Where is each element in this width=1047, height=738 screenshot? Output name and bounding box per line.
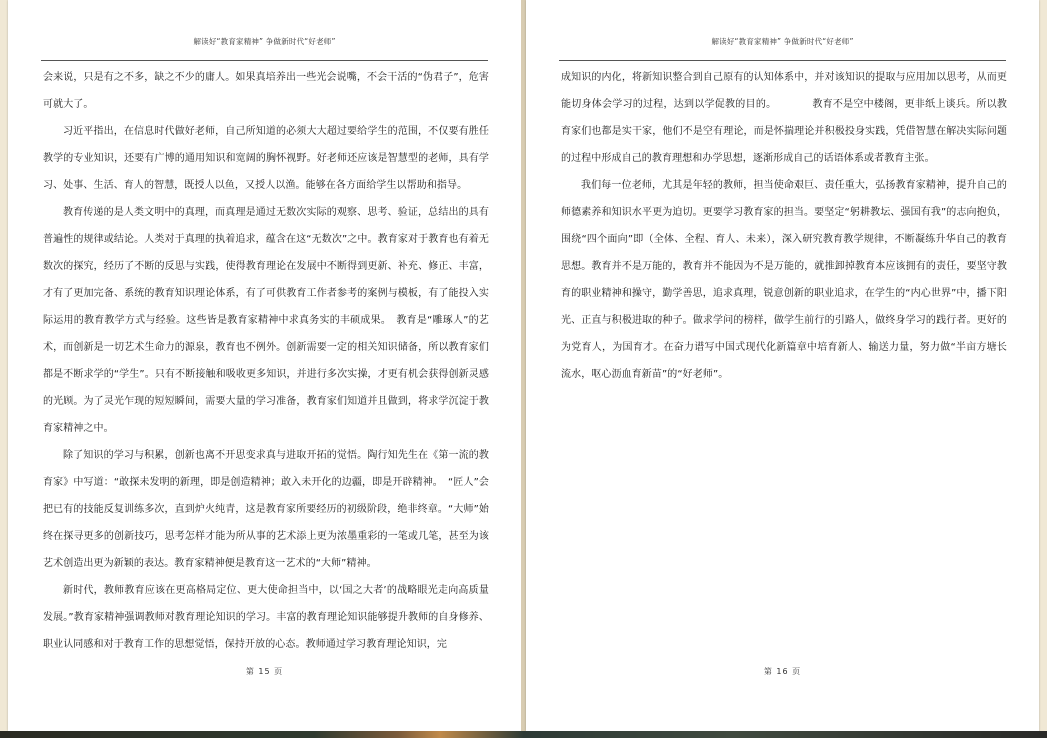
paragraph: 教育传递的是人类文明中的真理，而真理是通过无数次实际的观察、思考、验证，总结出的具有普遍性的规律或结论。人类对于真理的执着追求，蕴含在这“无数次”之中。教育家对于教育也有着无数次的探究，经历了不断的反思与实践，使得教育理论在发展中不断得到更新、补充、修正、丰富，才有了更加完备、系统的教育知识理论体系，有了可供教育工作者参考的案例与模板，有了能投入实际运用的教育教学方式与经验。这些皆是教育家精神中求真务实的丰硕成果。 教育是“雕琢人”的艺术，而创新是一切艺术生命力的源泉，教育也不例外。创新需要一定的相关知识储备，所以教育家们都是不断求学的“学生”。只有不断接触和吸收更多知识，并进行多次实操，才更有机会获得创新灵感的光顾。为了灵光乍现的短短瞬间，需要大量的学习准备，教育家们知道并且做到，将求学沉淀于教育家精神之中。 xyxy=(43,207,489,434)
document-page xyxy=(8,0,521,731)
page-number: 第 16 页 xyxy=(763,667,802,676)
paragraph: 我们每一位老师，尤其是年轻的教师，担当使命艰巨、责任重大，弘扬教育家精神，提升自己的师德素养和知识水平更为迫切。更要学习教育家的担当。要坚定“躬耕教坛、强国有我”的志向抱负，围绕“四个面向”即（全体、全程、育人、未来），深入研究教育教学规律，不断凝练升华自己的教育思想。教育并不是万能的，教育并不能因为不是万能的，就推卸掉教育本应该拥有的责任，要坚守教育的职业精神和操守，勤学善思，追求真理，锐意创新的职业追求，在学生的“内心世界”中，播下阳光、正直与积极进取的种子。做求学问的榜样，做学生前行的引路人，做终身学习的践行者。更好的为党育人，为国育才。在奋力谱写中国式现代化新篇章中培育新人、输送力量，努力做“半亩方塘长流水，呕心沥血育新苗”的“好老师”。 xyxy=(561,180,1007,380)
paragraph: 除了知识的学习与积累，创新也离不开思变求真与进取开拓的觉悟。陶行知先生在《第一流的教育家》中写道：“敢探未发明的新理，即是创造精神；敢入未开化的边疆，即是开辟精神。 “匠人”会把已有的技能反复训练多次，直到炉火纯青，这是教育家所要经历的初级阶段，绝非终章。“大师”始终在探寻更多的创新技巧，思考怎样才能为所从事的艺术添上更为浓墨重彩的一笔或几笔，甚至为该艺术创造出更为新颖的表达。教育家精神便是教育这一艺术的“大师”精神。 xyxy=(43,450,489,569)
header-rule xyxy=(559,60,1006,61)
document-page xyxy=(526,0,1039,731)
page-number: 第 15 页 xyxy=(245,667,284,676)
paragraph: 习近平指出，在信息时代做好老师，自己所知道的必须大大超过要给学生的范围，不仅要有胜任教学的专业知识，还要有广博的通用知识和宽阔的胸怀视野。好老师还应该是智慧型的老师，具有学习、处事、生活、育人的智慧，既授人以鱼，又授人以渔。能够在各方面给学生以帮助和指导。 xyxy=(43,126,489,191)
paragraph: 会来说，只是有之不多，缺之不少的庸人。如果真培养出一些光会说嘴，不会干活的“伪君子”，危害可就大了。 xyxy=(43,72,489,110)
paragraph: 成知识的内化，将新知识整合到自己原有的认知体系中，并对该知识的提取与应用加以思考，从而更能切身体会学习的过程，达到以学促教的目的。 教育不是空中楼阁，更非纸上谈兵。所以教育家们也都是实干家，他们不是空有理论，而是怀揣理论并积极投身实践，凭借智慧在解决实际问题的过程中形成自己的教育理想和办学思想，逐渐形成自己的话语体系或者教育主张。 xyxy=(561,72,1007,164)
page-body xyxy=(43,64,489,658)
page-header: 解读好“教育家精神” 争做新时代“好老师” xyxy=(711,37,854,46)
page-body xyxy=(561,64,1007,388)
paragraph: 新时代，教师教育应该在更高格局定位、更大使命担当中，以‘国之大者’的战略眼光走向高质量发展。”教育家精神强调教师对教育理论知识的学习。丰富的教育理论知识能够提升教师的自身修养、职业认同感和对于教育工作的思想觉悟，保持开放的心态。教师通过学习教育理论知识，完 xyxy=(43,585,489,650)
taskbar-strip xyxy=(0,731,1047,738)
page-header: 解读好“教育家精神” 争做新时代“好老师” xyxy=(193,37,336,46)
header-rule xyxy=(41,60,488,61)
